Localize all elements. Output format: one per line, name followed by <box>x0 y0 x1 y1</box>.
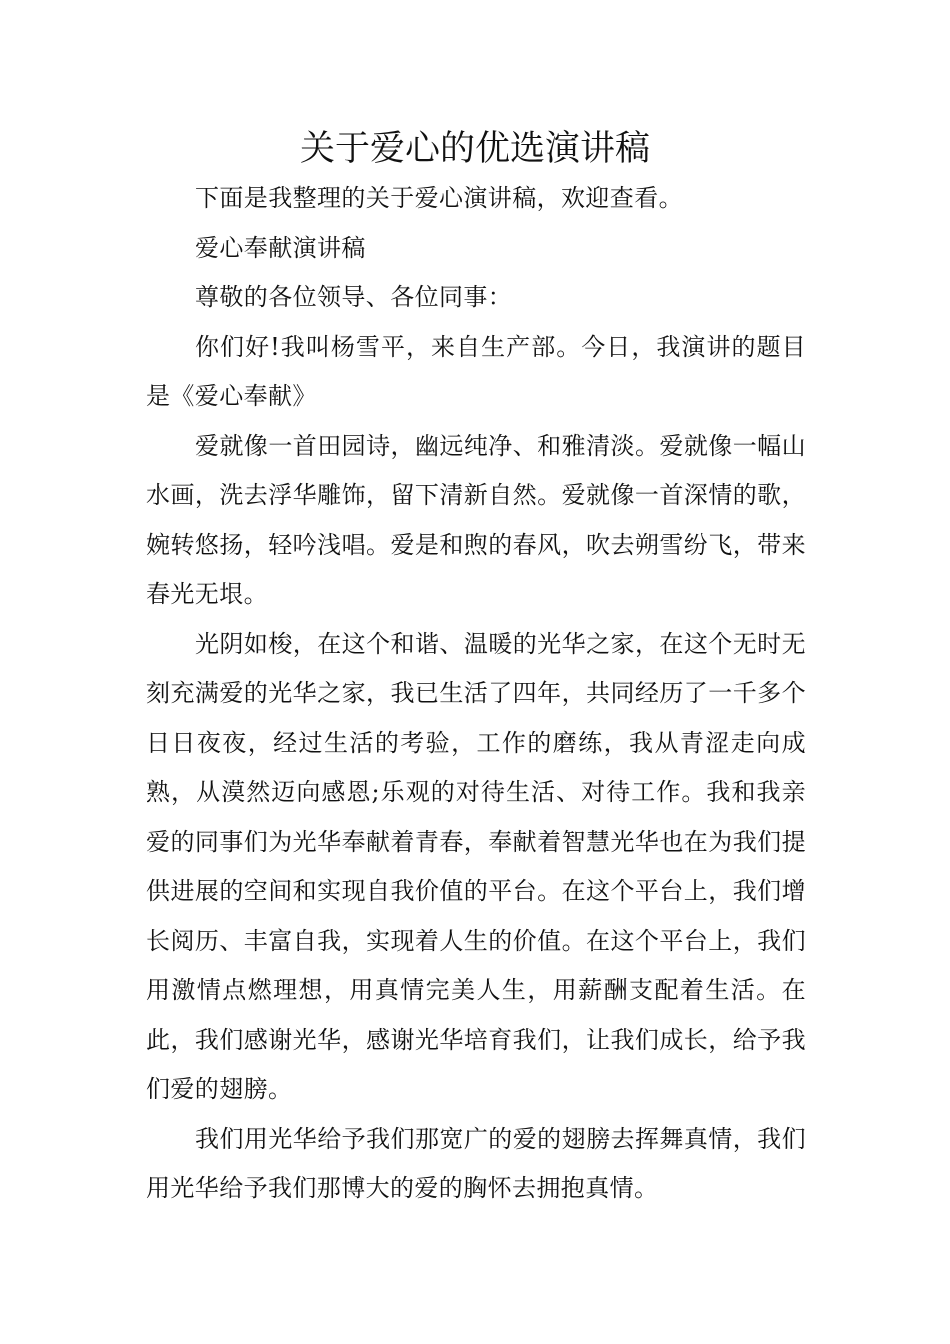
paragraph-guanghua-home: 光阴如梭，在这个和谐、温暖的光华之家，在这个无时无刻充满爱的光华之家，我已生活了四年，共同经历了一千多个日日夜夜，经过生活的考验，工作的磨练，我从青涩走向成熟，从漠然迈向感恩;乐观的对待生活、对待工作。我和我亲爱的同事们为光华奉献着青春，奉献着智慧光华也在为我们提供进展的空间和实现自我价值的平台。在这个平台上，我们增长阅历、丰富自我，实现着人生的价值。在这个平台上，我们用激情点燃理想，用真情完美人生，用薪酬支配着生活。在此，我们感谢光华，感谢光华培育我们，让我们成长，给予我们爱的翅膀。 <box>146 629 806 1103</box>
paragraph-wings: 我们用光华给予我们那宽广的爱的翅膀去挥舞真情，我们用光华给予我们那博大的爱的胸怀去拥抱真情。 <box>146 1124 806 1202</box>
document-title: 关于爱心的优选演讲稿 <box>299 129 650 169</box>
paragraph-salutation: 尊敬的各位领导、各位同事： <box>195 283 513 311</box>
paragraph-subtitle: 爱心奉献演讲稿 <box>195 233 366 262</box>
paragraph-love-poem: 爱就像一首田园诗，幽远纯净、和雅清淡。爱就像一幅山水画，洗去浮华雕饰，留下清新自然。爱就像一首深情的歌，婉转悠扬，轻吟浅唱。爱是和煦的春风，吹去朔雪纷飞，带来春光无垠。 <box>146 431 806 608</box>
paragraph-intro: 下面是我整理的关于爱心演讲稿，欢迎查看。 <box>195 184 683 212</box>
document-body <box>146 174 806 1214</box>
paragraph-greeting: 你们好!我叫杨雪平，来自生产部。今日，我演讲的题目是《爱心奉献》 <box>146 332 806 410</box>
